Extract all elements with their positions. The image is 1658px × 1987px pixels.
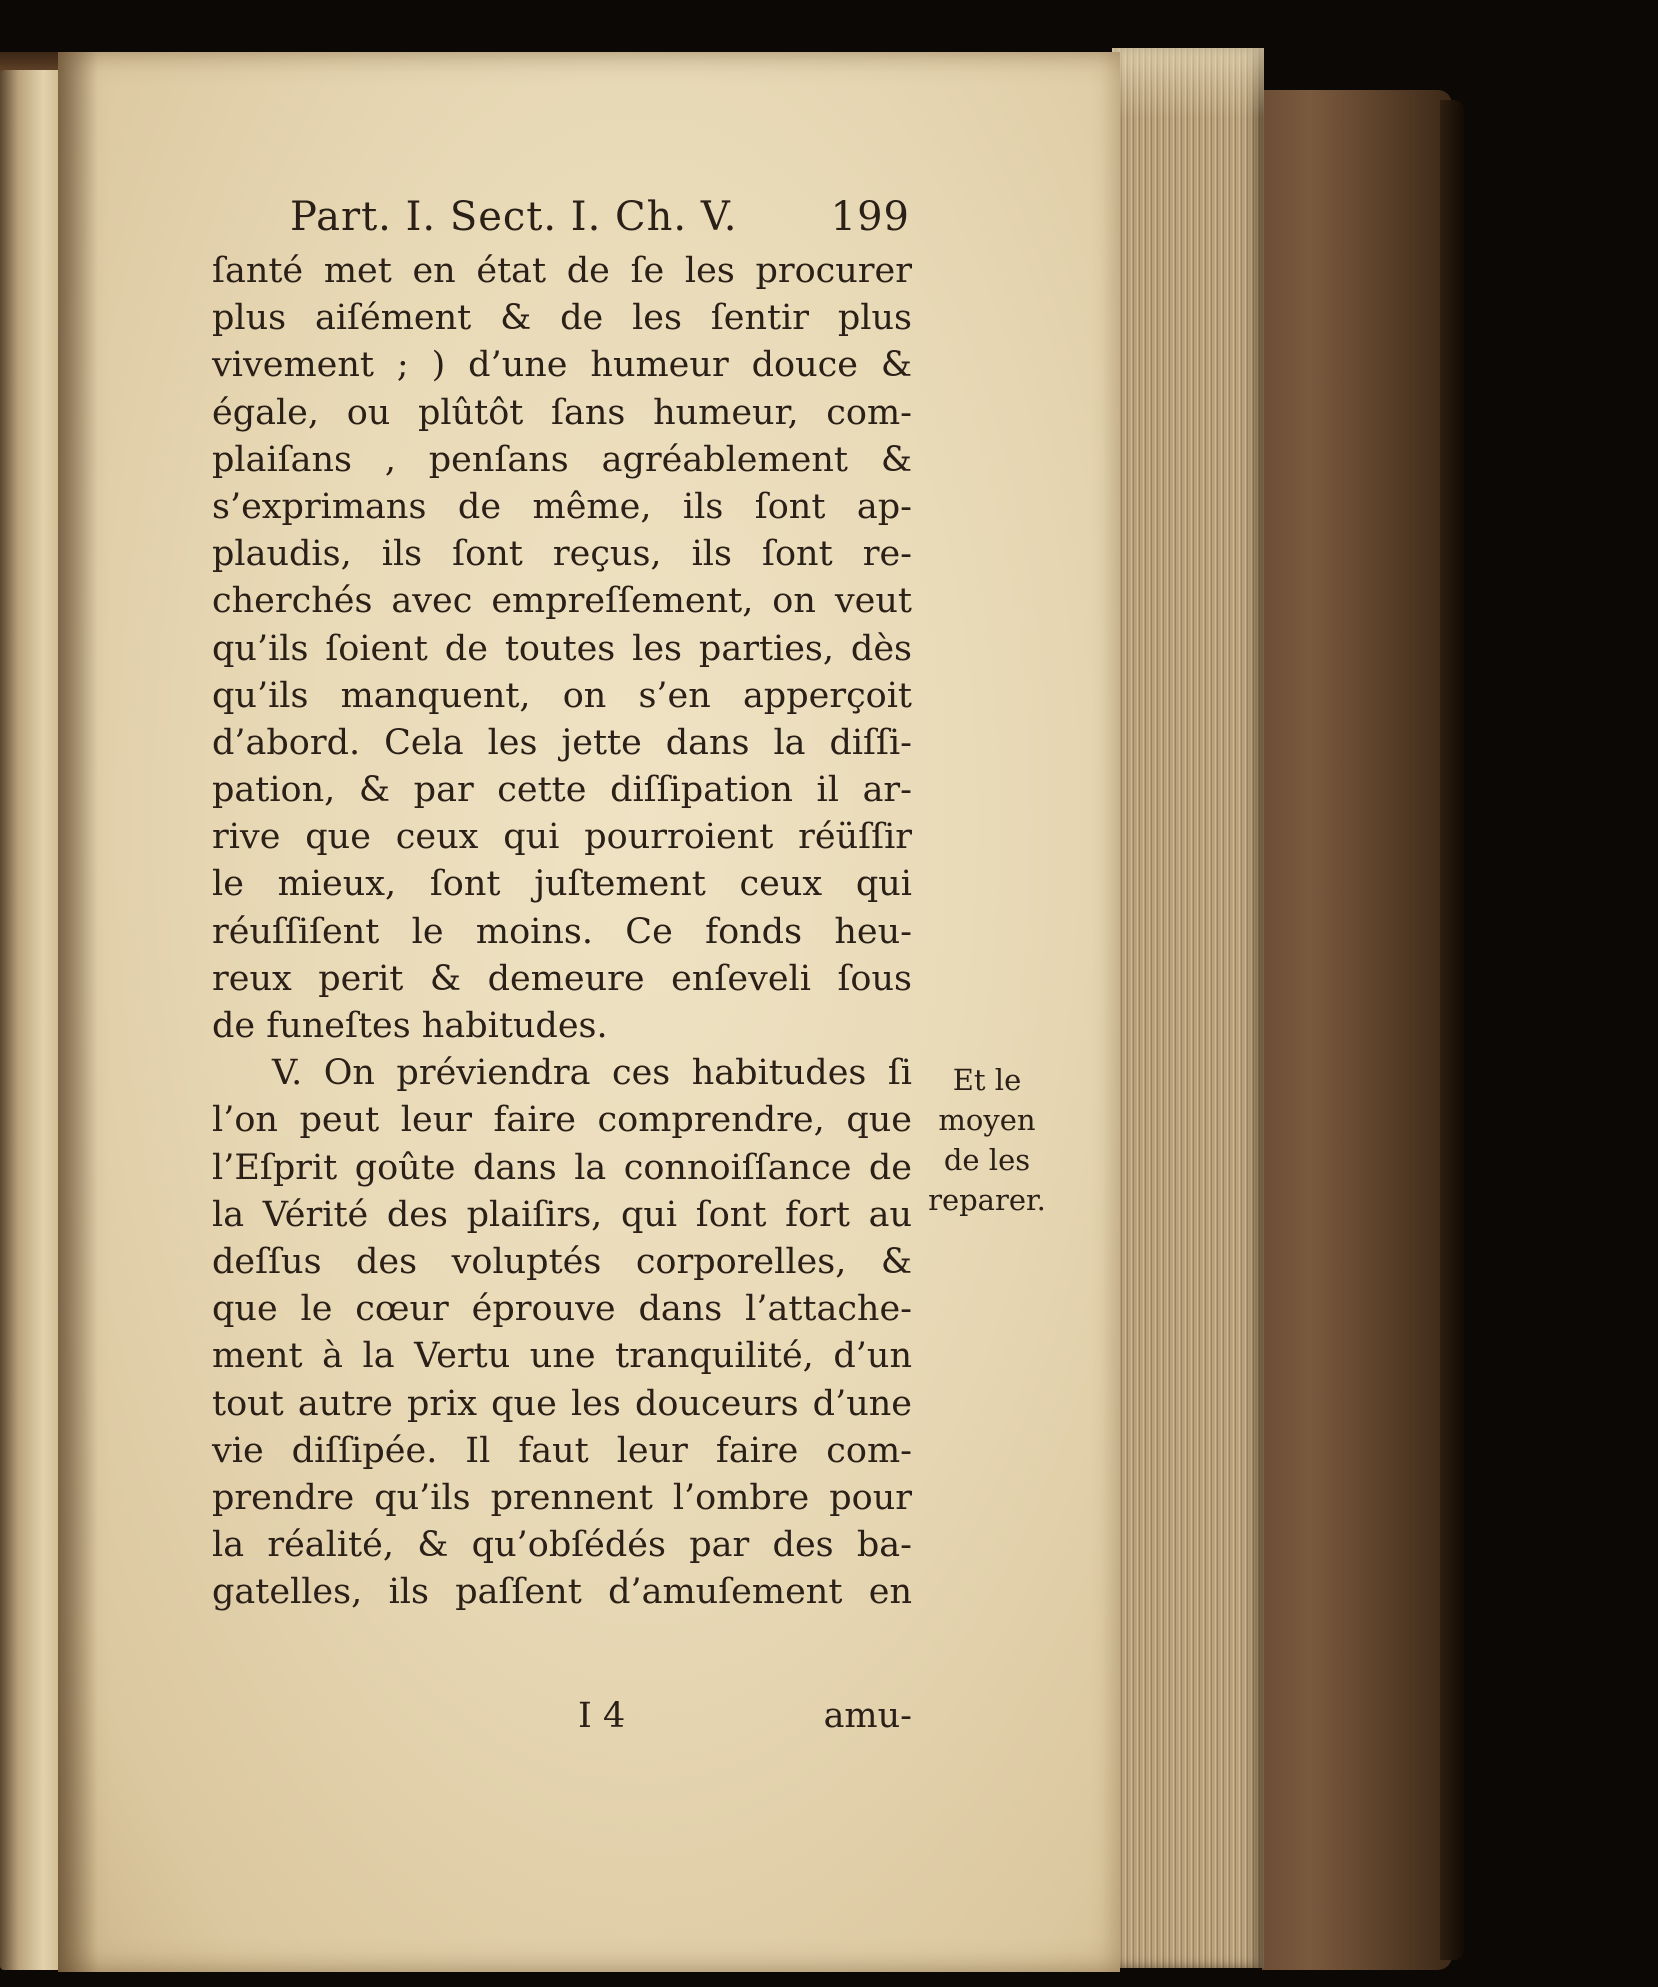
text-line: plus aiſément & de les ſentir plus: [212, 298, 912, 339]
text-line: que le cœur éprouve dans l’attache-: [212, 1289, 912, 1330]
running-header: [290, 194, 910, 250]
text-line: qu’ils manquent, on s’en apperçoit: [212, 675, 912, 716]
text-line: vie diſſipée. Il faut leur faire com-: [212, 1430, 912, 1471]
note-line: reparer.: [928, 1183, 1046, 1217]
leather-cover: [1262, 90, 1452, 1970]
book-page: [58, 52, 1120, 1972]
text-line: reux perit & demeure enſeveli ſous: [212, 958, 912, 999]
text-line: rive que ceux qui pourroient réüſſir: [212, 817, 912, 858]
text-line: l’on peut leur faire comprendre, que: [212, 1100, 912, 1141]
text-line: égale, ou plûtôt ſans humeur, com-: [212, 392, 912, 433]
text-line: l’Eſprit goûte dans la connoiſſance de: [212, 1147, 912, 1188]
text-line: réuſſiſent le moins. Ce fonds heu-: [212, 911, 912, 952]
text-line: de funeſtes habitudes.: [212, 1006, 608, 1046]
text-line: la réalité, & qu’obſédés par des ba-: [212, 1525, 912, 1566]
text-line: tout autre prix que les douceurs d’une: [212, 1383, 912, 1424]
text-line: vivement ; ) d’une humeur douce &: [212, 345, 912, 386]
text-line: cherchés avec empreſſement, on veut: [212, 581, 912, 622]
note-line: Et le: [952, 1063, 1022, 1097]
text-line: V. On préviendra ces habitudes ſi: [272, 1053, 912, 1094]
marginal-note: [922, 1060, 1052, 1220]
text-line: deſſus des voluptés corporelles, &: [212, 1241, 912, 1282]
text-line: ment à la Vertu une tranquilité, d’un: [212, 1336, 912, 1377]
text-line: la Vérité des plaiſirs, qui ſont fort au: [212, 1194, 912, 1235]
page-fore-edge: [1112, 48, 1264, 1968]
text-line: ſanté met en état de ſe les procurer: [212, 251, 912, 291]
page-footer: [212, 1696, 912, 1746]
text-line: plaiſans , penſans agréablement &: [212, 439, 912, 480]
text-line: pation, & par cette diſſipation il ar-: [212, 770, 912, 811]
text-line: d’abord. Cela les jette dans la diſſi-: [212, 722, 912, 763]
text-line: plaudis, ils ſont reçus, ils ſont re-: [212, 534, 912, 575]
page-number: 199: [830, 194, 910, 240]
left-facing-page: [0, 70, 62, 1970]
note-line: moyen: [938, 1103, 1036, 1137]
text-line: le mieux, ſont juſtement ceux qui: [212, 864, 912, 905]
text-line: s’exprimans de même, ils ſont ap-: [212, 486, 912, 527]
note-line: de les: [943, 1143, 1031, 1177]
signature-mark: I 4: [578, 1696, 626, 1736]
text-line: qu’ils ſoient de toutes les parties, dès: [212, 628, 912, 669]
gutter-shadow: [58, 52, 98, 1972]
body-text: [212, 248, 912, 1616]
fore-edge-highlight: [1112, 48, 1264, 118]
catchword: amu-: [823, 1696, 912, 1736]
text-line: prendre qu’ils prennent l’ombre pour: [212, 1477, 912, 1518]
running-title: Part. I. Sect. I. Ch. V.: [290, 194, 738, 240]
cover-edge: [1440, 100, 1464, 1960]
text-line: gatelles, ils paſſent d’amuſement en: [212, 1572, 912, 1613]
